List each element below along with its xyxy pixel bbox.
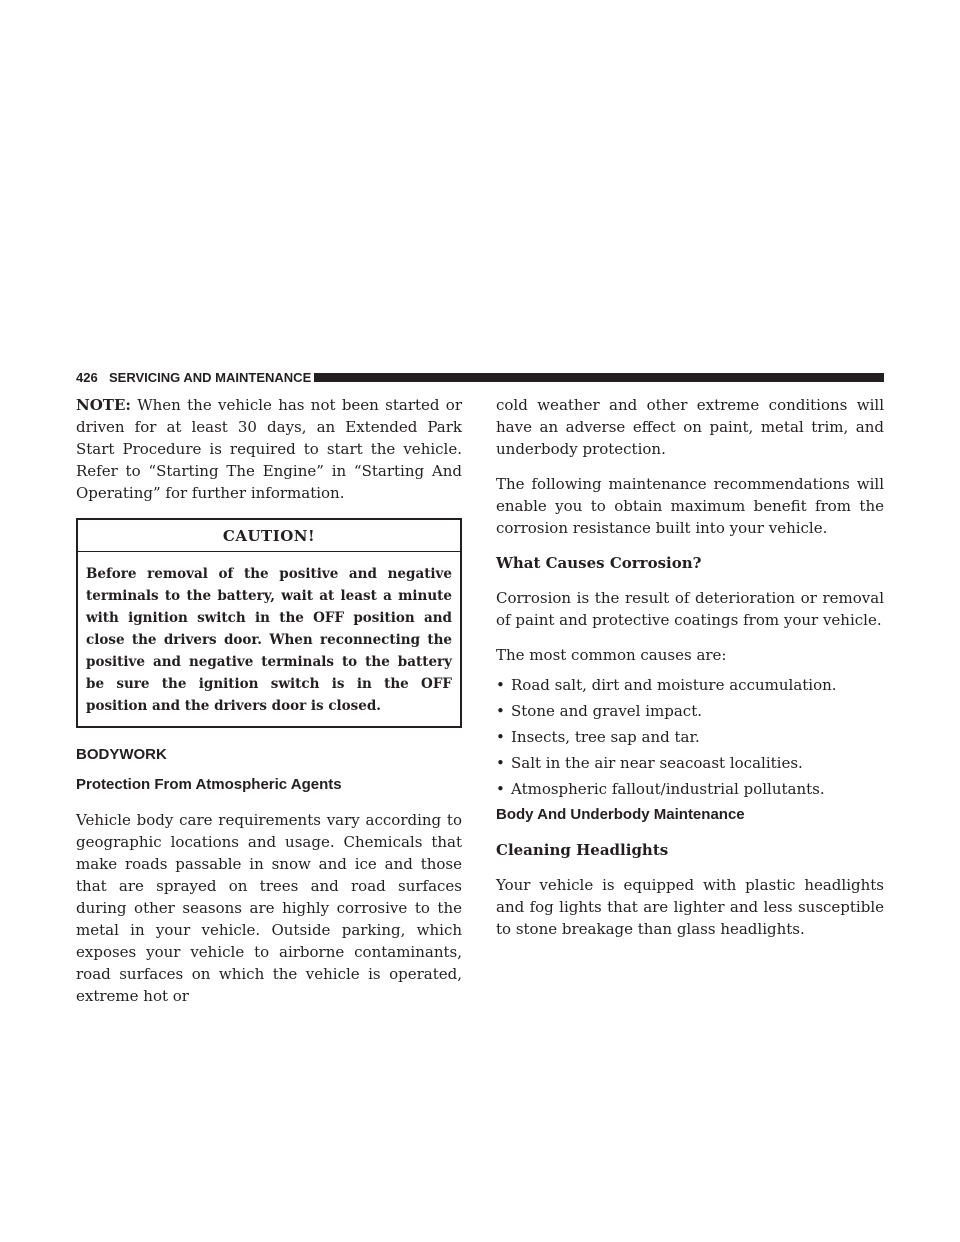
list-item: • Salt in the air near seacoast localities. xyxy=(496,754,803,772)
heading-protection: Protection From Atmospheric Agents xyxy=(76,776,342,793)
caution-title: CAUTION! xyxy=(78,520,460,552)
bullet-icon: • xyxy=(496,754,505,772)
list-item: • Insects, tree sap and tar. xyxy=(496,728,700,746)
right-column xyxy=(496,394,884,940)
section-title: SERVICING AND MAINTENANCE xyxy=(109,370,312,385)
note-text: When the vehicle has not been started or driven for at least 30 days, an Extended Park Start Procedure is required to start the vehicle. Refer to “Starting The Engine” in “Starting And Operating” for further information. xyxy=(76,396,462,502)
causes-list xyxy=(496,674,884,800)
note-paragraph xyxy=(76,394,462,504)
left-column xyxy=(76,394,462,1007)
heading-headlights: Cleaning Headlights xyxy=(496,841,669,859)
list-item: • Road salt, dirt and moisture accumulation. xyxy=(496,676,837,694)
heading-causes: What Causes Corrosion? xyxy=(496,554,702,572)
caution-box xyxy=(76,518,462,728)
heading-bodywork: BODYWORK xyxy=(76,746,167,763)
continued-paragraph: cold weather and other extreme conditions will have an adverse effect on paint, metal trim, and underbody protection. xyxy=(496,396,884,458)
common-causes-intro: The most common causes are: xyxy=(496,646,727,664)
bullet-icon: • xyxy=(496,728,505,746)
bullet-icon: • xyxy=(496,676,505,694)
list-item: • Stone and gravel impact. xyxy=(496,702,703,720)
list-item: • Atmospheric fallout/industrial pollutants. xyxy=(496,780,825,798)
protection-paragraph: Vehicle body care requirements vary according to geographic locations and usage. Chemicals that make roads passable in snow and ice and those that are sprayed on trees and road surfaces during other seasons are highly corrosive to the metal in your vehicle. Outside parking, which exposes your vehicle to airborne contaminants, road surfaces on which the vehicle is operated, extreme hot or xyxy=(76,811,462,1005)
bullet-icon: • xyxy=(496,780,505,798)
bullet-icon: • xyxy=(496,702,505,720)
page-header xyxy=(76,370,884,386)
headlights-paragraph: Your vehicle is equipped with plastic headlights and fog lights that are lighter and less susceptible to stone breakage than glass headlights. xyxy=(496,876,884,938)
page-number: 426 xyxy=(76,370,98,385)
header-rule xyxy=(314,373,884,382)
note-label: NOTE: xyxy=(76,396,131,414)
caution-text: Before removal of the positive and negative terminals to the battery, wait at least a minute with ignition switch in the OFF position and close the drivers door. When reconnecting the positive and negative terminals to the battery be sure the ignition switch is in the OFF position and the drivers door is closed. xyxy=(86,566,452,714)
causes-paragraph: Corrosion is the result of deterioration or removal of paint and protective coatings from your vehicle. xyxy=(496,589,884,629)
recommend-paragraph: The following maintenance recommendations will enable you to obtain maximum benefit from the corrosion resistance built into your vehicle. xyxy=(496,475,884,537)
heading-body-underbody: Body And Underbody Maintenance xyxy=(496,806,745,823)
